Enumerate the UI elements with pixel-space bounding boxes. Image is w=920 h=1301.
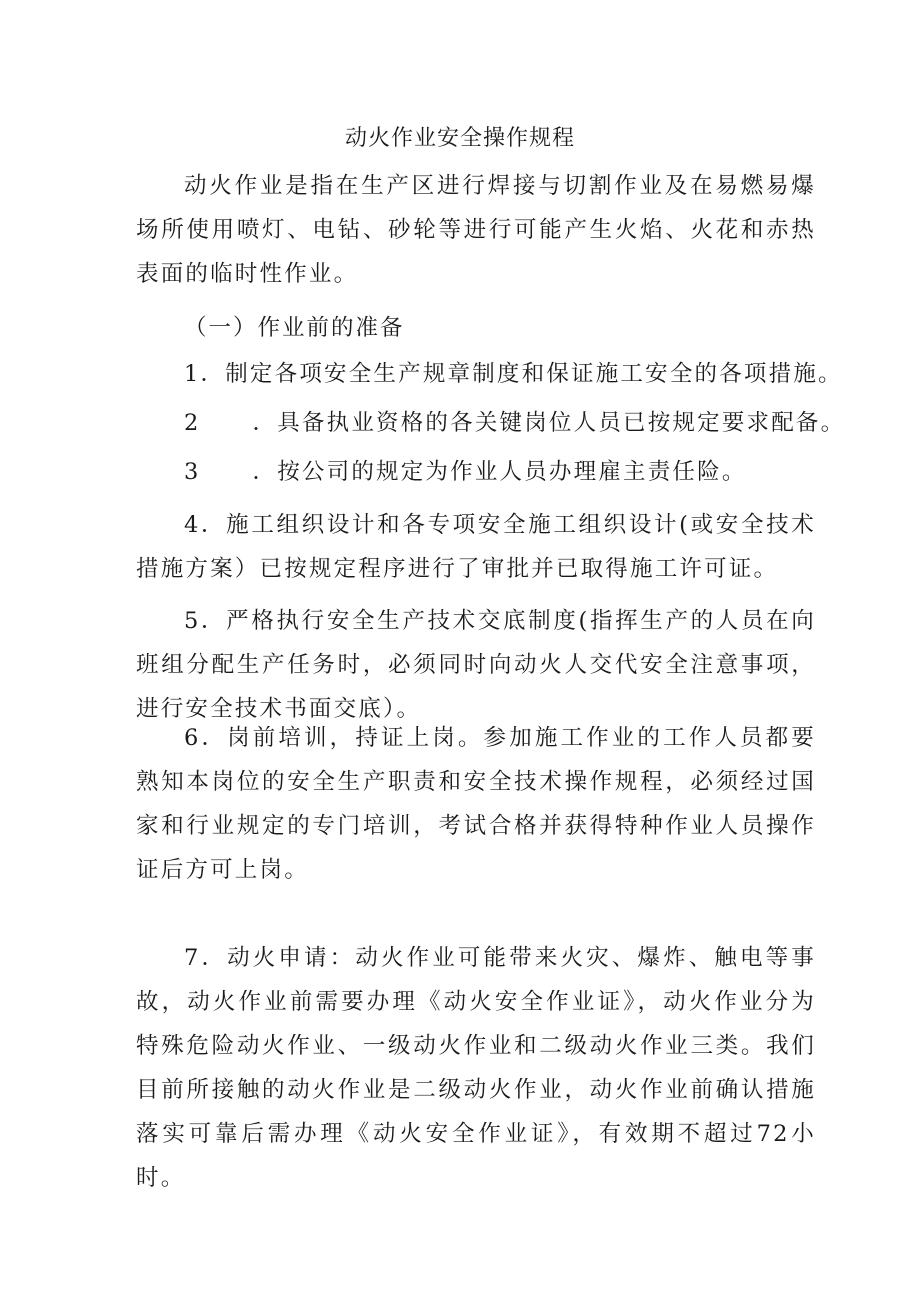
list-item [184, 401, 845, 445]
list-item [136, 503, 816, 591]
item-number: 7 [184, 945, 201, 971]
item-number: 1 [184, 361, 201, 387]
list-item [136, 599, 816, 731]
document-title: 动火作业安全操作规程 [344, 126, 575, 151]
item-text: ．动火申请：动火作业可能带来火灾、爆炸、触电等事故，动火作业前需要办理《动火安全作业证》，动火作业分为特殊危险动火作业、一级动火作业和二级动火作业三类。我们目前所接触的动火作业是二级动火作业，动火作业前确认措施落实可靠后需办理《动火安全作业证》，有效期不超过72小时。 [136, 945, 816, 1191]
item-text: ．严格执行安全生产技术交底制度(指挥生产的人员在向班组分配生产任务时，必须同时向动火人交代安全注意事项，进行安全技术书面交底）。 [136, 608, 816, 722]
item-number: 3 [184, 459, 201, 485]
item-text: ．制定各项安全生产规章制度和保证施工安全的各项措施。 [200, 361, 843, 387]
item-number: 4 [184, 512, 201, 538]
section-heading: （一）作业前的准备 [184, 315, 405, 341]
list-item [184, 352, 843, 396]
item-number: 6 [184, 725, 201, 751]
list-item [136, 936, 816, 1200]
item-number: 5 [184, 608, 201, 634]
item-text: ．施工组织设计和各专项安全施工组织设计(或安全技术措施方案）已按规定程序进行了审批并已取得施工许可证。 [136, 512, 816, 582]
item-text: ．岗前培训，持证上岗。参加施工作业的工作人员都要熟知本岗位的安全生产职责和安全技术操作规程，必须经过国家和行业规定的专门培训，考试合格并获得特种作业人员操作证后方可上岗。 [136, 725, 816, 883]
list-item [136, 716, 816, 892]
list-item [184, 450, 747, 494]
item-text: ．具备执业资格的各关键岗位人员已按规定要求配备。 [252, 410, 846, 436]
intro-paragraph: 动火作业是指在生产区进行焊接与切割作业及在易燃易爆场所使用喷灯、电钻、砂轮等进行可能产生火焰、火花和赤热表面的临时性作业。 [136, 173, 816, 287]
item-number: 2 [184, 410, 201, 436]
item-text: ．按公司的规定为作业人员办理雇主责任险。 [252, 459, 747, 485]
